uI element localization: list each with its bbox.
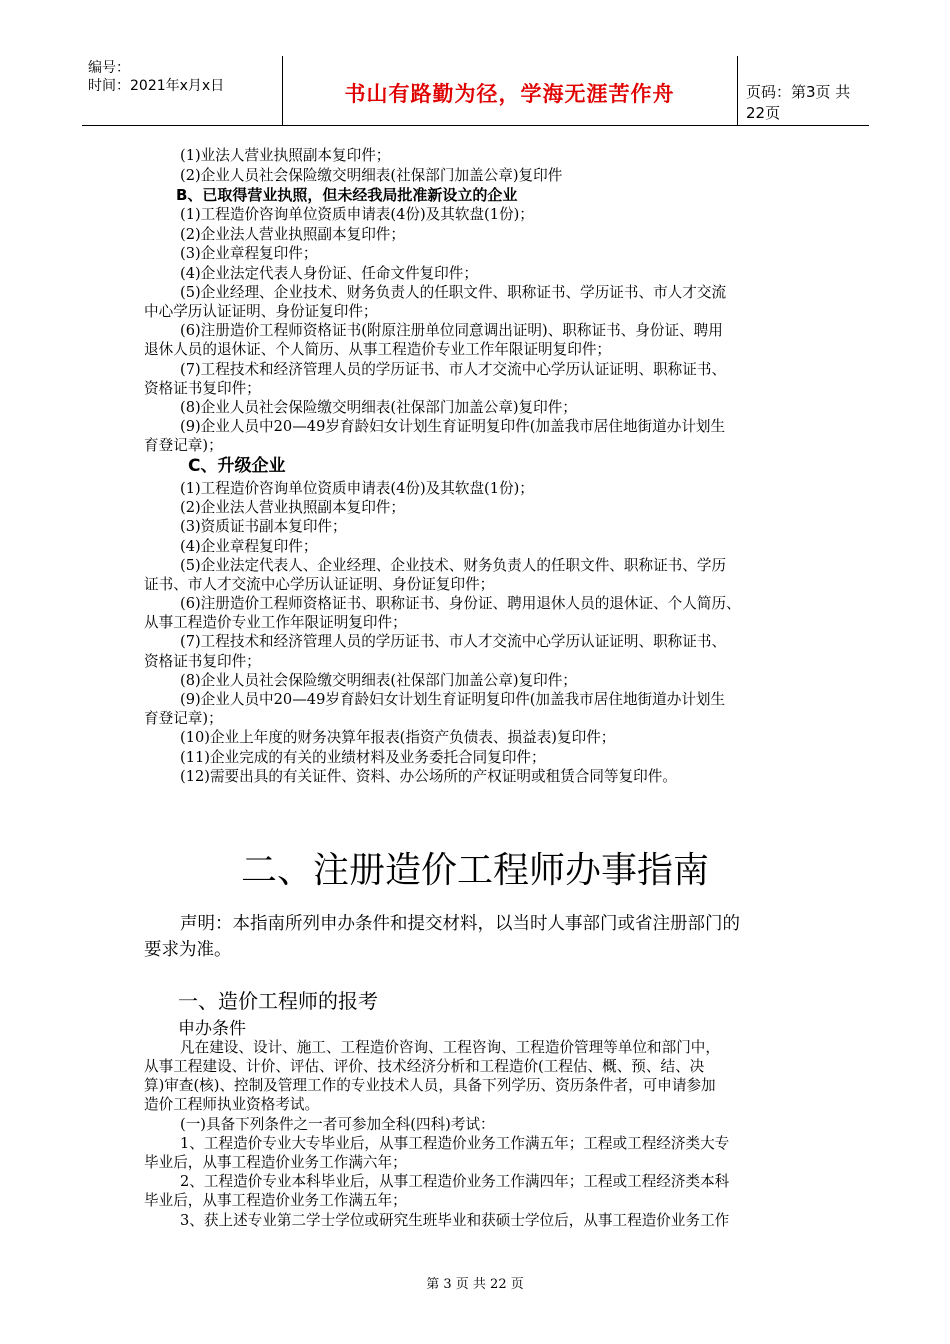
list-item: 3、获上述专业第二学士学位或研究生班毕业和获硕士学位后，从事工程造价业务工作 [180, 1212, 730, 1229]
list-item: (3)企业章程复印件； [180, 245, 318, 262]
section-c-title: C、升级企业 [188, 456, 286, 476]
list-item: (4)企业章程复印件； [180, 538, 318, 555]
chapter-title: 二、注册造价工程师办事指南 [240, 850, 709, 891]
conditions-title: 申办条件 [178, 1019, 246, 1039]
list-item-continued: 资格证书复印件； [144, 380, 261, 397]
list-item-continued: 育登记章)； [144, 437, 223, 454]
list-item: (5)企业法定代表人、企业经理、企业技术、财务负责人的任职文件、职称证书、学历 [180, 557, 727, 574]
declaration-line: 要求为准。 [144, 940, 232, 960]
header-motto: 书山有路勤为径，学海无涯苦作舟 [344, 82, 675, 106]
list-item: 1、工程造价专业大专毕业后，从事工程造价业务工作满五年；工程或工程经济类大专 [180, 1135, 730, 1152]
list-item: (3)资质证书副本复印件； [180, 518, 347, 535]
section-b-title: B、已取得营业执照，但未经我局批准新设立的企业 [176, 186, 518, 204]
list-item: (10)企业上年度的财务决算年报表(指资产负债表、损益表)复印件； [180, 729, 616, 746]
list-item: (7)工程技术和经济管理人员的学历证书、市人才交流中心学历认证证明、职称证书、 [180, 361, 727, 378]
list-item: (1)工程造价咨询单位资质申请表(4份)及其软盘(1份)； [180, 480, 534, 497]
list-item: (1)工程造价咨询单位资质申请表(4份)及其软盘(1份)； [180, 206, 534, 223]
page-footer: 第 3 页 共 22 页 [426, 1277, 524, 1292]
list-item: (9)企业人员中20—49岁育龄妇女计划生育证明复印件(加盖我市居住地街道办计划生 [180, 418, 726, 435]
header-meta [82, 56, 282, 125]
paragraph-line: 造价工程师执业资格考试。 [144, 1096, 320, 1113]
list-item: (7)工程技术和经济管理人员的学历证书、市人才交流中心学历认证证明、职称证书、 [180, 633, 727, 650]
list-item: (2)企业人员社会保险缴交明细表(社保部门加盖公章)复印件 [180, 167, 563, 184]
paragraph-line: 凡在建设、设计、施工、工程造价咨询、工程咨询、工程造价管理等单位和部门中， [180, 1039, 720, 1056]
header-divider [737, 56, 738, 125]
list-item: (4)企业法定代表人身份证、任命文件复印件； [180, 265, 478, 282]
list-item-continued: 中心学历认证证明、身份证复印件； [144, 303, 378, 320]
list-item: (5)企业经理、企业技术、财务负责人的任职文件、职称证书、学历证书、市人才交流 [180, 284, 727, 301]
list-item-continued: 毕业后，从事工程造价业务工作满五年； [144, 1192, 407, 1209]
paragraph-line: 从事工程建设、计价、评估、评价、技术经济分析和工程造价(工程估、概、预、结、决 [144, 1058, 705, 1075]
list-item-continued: 毕业后，从事工程造价业务工作满六年； [144, 1154, 407, 1171]
list-item: 2、工程造价专业本科毕业后，从事工程造价业务工作满四年；工程或工程经济类本科 [180, 1173, 730, 1190]
list-item-continued: 从事工程造价专业工作年限证明复印件； [144, 614, 407, 631]
list-item: (1)业法人营业执照副本复印件； [180, 147, 391, 164]
paragraph-line: 算)审查(核)、控制及管理工作的专业技术人员，具备下列学历、资历条件者，可申请参加 [144, 1077, 716, 1094]
date-label: 时间：2021年x月x日 [88, 78, 225, 94]
list-item: (8)企业人员社会保险缴交明细表(社保部门加盖公章)复印件； [180, 399, 577, 416]
list-item: (一)具备下列条件之一者可参加全科(四科)考试： [180, 1116, 495, 1133]
number-label: 编号： [88, 60, 130, 76]
list-item-continued: 退休人员的退休证、个人简历、从事工程造价专业工作年限证明复印件； [144, 341, 612, 358]
list-item-continued: 育登记章)； [144, 710, 223, 727]
list-item: (12)需要出具的有关证件、资料、办公场所的产权证明或租赁合同等复印件。 [180, 768, 677, 785]
declaration-line: 声明：本指南所列申办条件和提交材料，以当时人事部门或省注册部门的 [180, 914, 740, 934]
list-item: (11)企业完成的有关的业绩材料及业务委托合同复印件； [180, 749, 546, 766]
list-item: (2)企业法人营业执照副本复印件； [180, 226, 405, 243]
page-header [82, 56, 869, 126]
list-item-continued: 资格证书复印件； [144, 653, 261, 670]
list-item: (8)企业人员社会保险缴交明细表(社保部门加盖公章)复印件； [180, 672, 577, 689]
list-item: (6)注册造价工程师资格证书、职称证书、身份证、聘用退休人员的退休证、个人简历、 [180, 595, 741, 612]
list-item: (6)注册造价工程师资格证书(附原注册单位同意调出证明)、职称证书、身份证、聘用 [180, 322, 723, 339]
list-item-continued: 证书、市人才交流中心学历认证证明、身份证复印件； [144, 576, 495, 593]
list-item: (9)企业人员中20—49岁育龄妇女计划生育证明复印件(加盖我市居住地街道办计划生 [180, 691, 726, 708]
header-page-info: 页码：第3页 共22页 [746, 83, 851, 122]
list-item: (2)企业法人营业执照副本复印件； [180, 499, 405, 516]
subsection-title: 一、造价工程师的报考 [178, 989, 378, 1013]
